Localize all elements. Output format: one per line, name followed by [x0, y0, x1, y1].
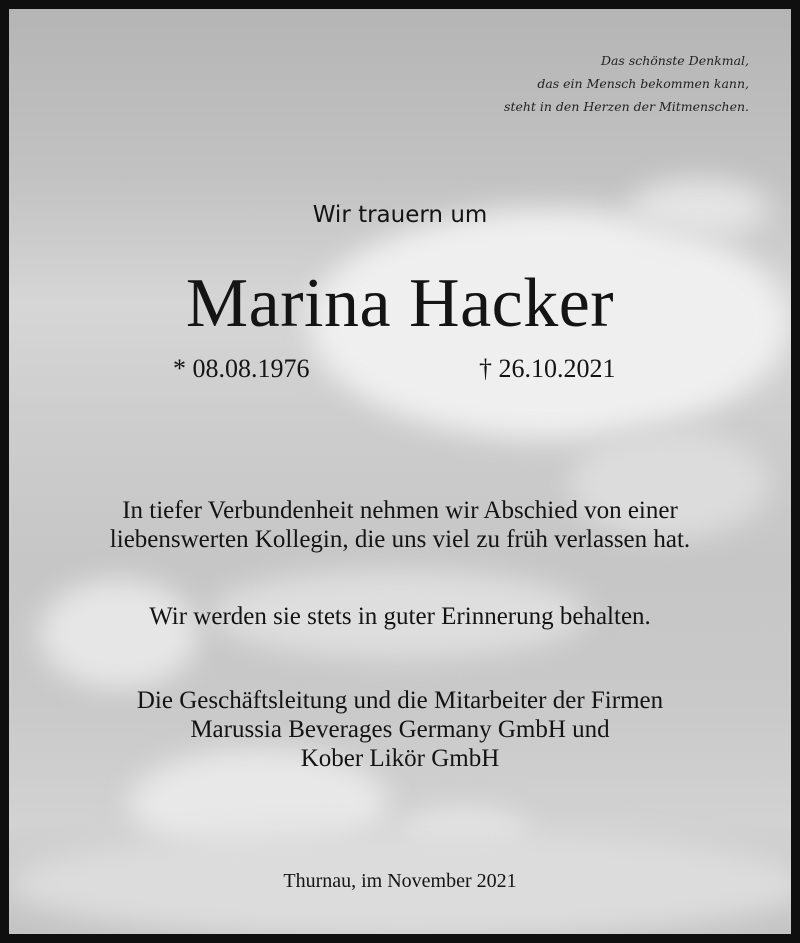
cloud-left [39, 579, 199, 689]
farewell-message [9, 496, 791, 554]
birth-date: * 08.08.1976 [173, 354, 310, 383]
deceased-name: Marina Hacker [185, 265, 615, 342]
mourning-heading: Wir trauern um [312, 202, 488, 228]
signature-block [9, 686, 791, 773]
death-date: † 26.10.2021 [479, 354, 616, 383]
signature-line: Marussia Beverages Germany GmbH und [190, 716, 610, 743]
quote-line: Das schönste Denkmal, [600, 53, 749, 68]
signature-line: Die Geschäftsleitung und die Mitarbeiter der Firmen [136, 687, 664, 714]
remembrance-text: Wir werden sie stets in guter Erinnerung behalten. [149, 603, 651, 630]
memorial-quote [9, 49, 749, 118]
message-line: In tiefer Verbundenheit nehmen wir Abschied von einer [122, 497, 678, 524]
quote-line: das ein Mensch bekommen kann, [537, 76, 749, 91]
quote-line: steht in den Herzen der Mitmenschen. [504, 99, 749, 114]
message-line: liebenswerten Kollegin, die uns viel zu früh verlassen hat. [109, 526, 691, 553]
place-date: Thurnau, im November 2021 [283, 870, 517, 892]
signature-line: Kober Likör GmbH [300, 745, 500, 772]
